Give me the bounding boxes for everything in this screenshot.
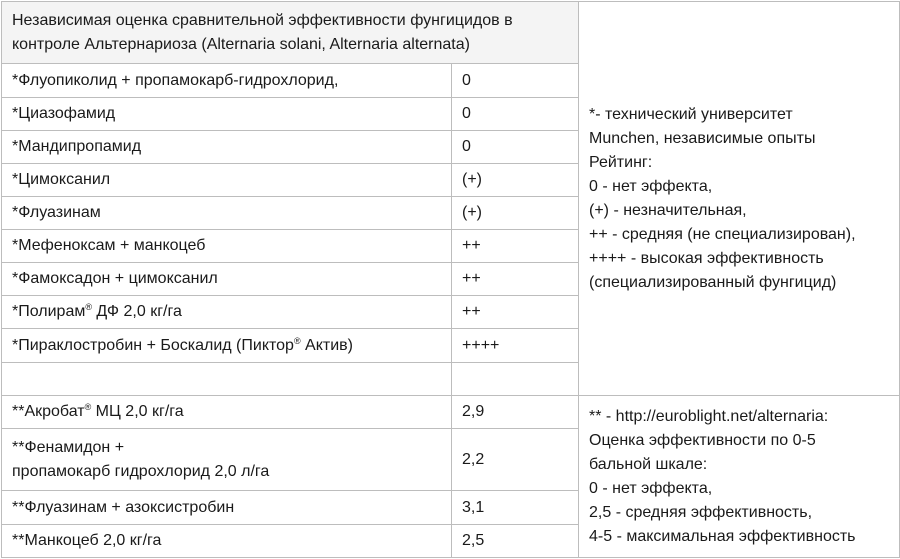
legend-line: 0 - нет эффекта, (589, 177, 713, 195)
legend-line: бальной шкале: (589, 455, 708, 473)
table-title: Независимая оценка сравнительной эффективности фунгицидов в контроле Альтернариоза (Alternaria solani, Alternaria alternata) (2, 2, 579, 64)
efficacy-rating: ++++ (452, 329, 579, 363)
efficacy-rating: (+) (452, 197, 579, 230)
fungicide-name: *Мандипропамид (2, 131, 452, 164)
efficacy-score: 2,9 (452, 396, 579, 429)
legend-line: ** - http://euroblight.net/alternaria: (589, 407, 829, 425)
registered-mark: ® (293, 335, 301, 346)
fungicide-name: *Мефеноксам + манкоцеб (2, 230, 452, 263)
legend-line: 0 - нет эффекта, (589, 479, 713, 497)
fungicide-name: **Манкоцеб 2,0 кг/га (2, 525, 452, 558)
efficacy-rating: 0 (452, 98, 579, 131)
empty-cell (2, 363, 452, 396)
efficacy-rating: 0 (452, 131, 579, 164)
legend-line: (специализированный фунгицид) (589, 273, 837, 291)
efficacy-rating: ++ (452, 230, 579, 263)
fungicide-name: **Фенамидон + пропамокарб гидрохлорид 2,0 л/га (2, 429, 452, 491)
efficacy-score: 2,2 (452, 429, 579, 491)
fungicide-comparison-table (1, 1, 900, 558)
fungicide-name: *Пираклостробин + Боскалид (Пиктор® Актив) (2, 329, 452, 363)
legend-line: Munchen, независимые опыты (589, 129, 816, 147)
registered-mark: ® (85, 302, 92, 312)
fungicide-name: *Фамоксадон + цимоксанил (2, 263, 452, 296)
legend-line: Оценка эффективности по 0-5 (589, 431, 816, 449)
legend-line: *- технический университет (589, 105, 793, 123)
legend-line: 2,5 - средняя эффективность, (589, 503, 813, 521)
efficacy-rating: (+) (452, 164, 579, 197)
legend-line: 4-5 - максимальная эффективность (589, 527, 856, 545)
rating-legend-euroblight (579, 396, 900, 558)
legend-line: Рейтинг: (589, 153, 653, 171)
efficacy-rating: 0 (452, 64, 579, 98)
empty-cell (452, 363, 579, 396)
efficacy-rating: ++ (452, 296, 579, 329)
fungicide-name: **Акробат® МЦ 2,0 кг/га (2, 396, 452, 429)
table-row (2, 396, 900, 429)
fungicide-name: *Цимоксанил (2, 164, 452, 197)
efficacy-rating: ++ (452, 263, 579, 296)
legend-line: ++ - средняя (не специализирован), (589, 225, 856, 243)
fungicide-name: *Полирам® ДФ 2,0 кг/га (2, 296, 452, 329)
rating-legend-tum (579, 2, 900, 396)
fungicide-name: *Флуазинам (2, 197, 452, 230)
fungicide-name: *Флуопиколид + пропамокарб-гидрохлорид, (2, 64, 452, 98)
legend-line: ++++ - высокая эффективность (589, 249, 824, 267)
fungicide-name: *Циазофамид (2, 98, 452, 131)
efficacy-score: 3,1 (452, 491, 579, 525)
fungicide-name: **Флуазинам + азоксистробин (2, 491, 452, 525)
table-header-row (2, 2, 900, 64)
registered-mark: ® (84, 402, 92, 412)
legend-line: (+) - незначительная, (589, 201, 747, 219)
efficacy-score: 2,5 (452, 525, 579, 558)
